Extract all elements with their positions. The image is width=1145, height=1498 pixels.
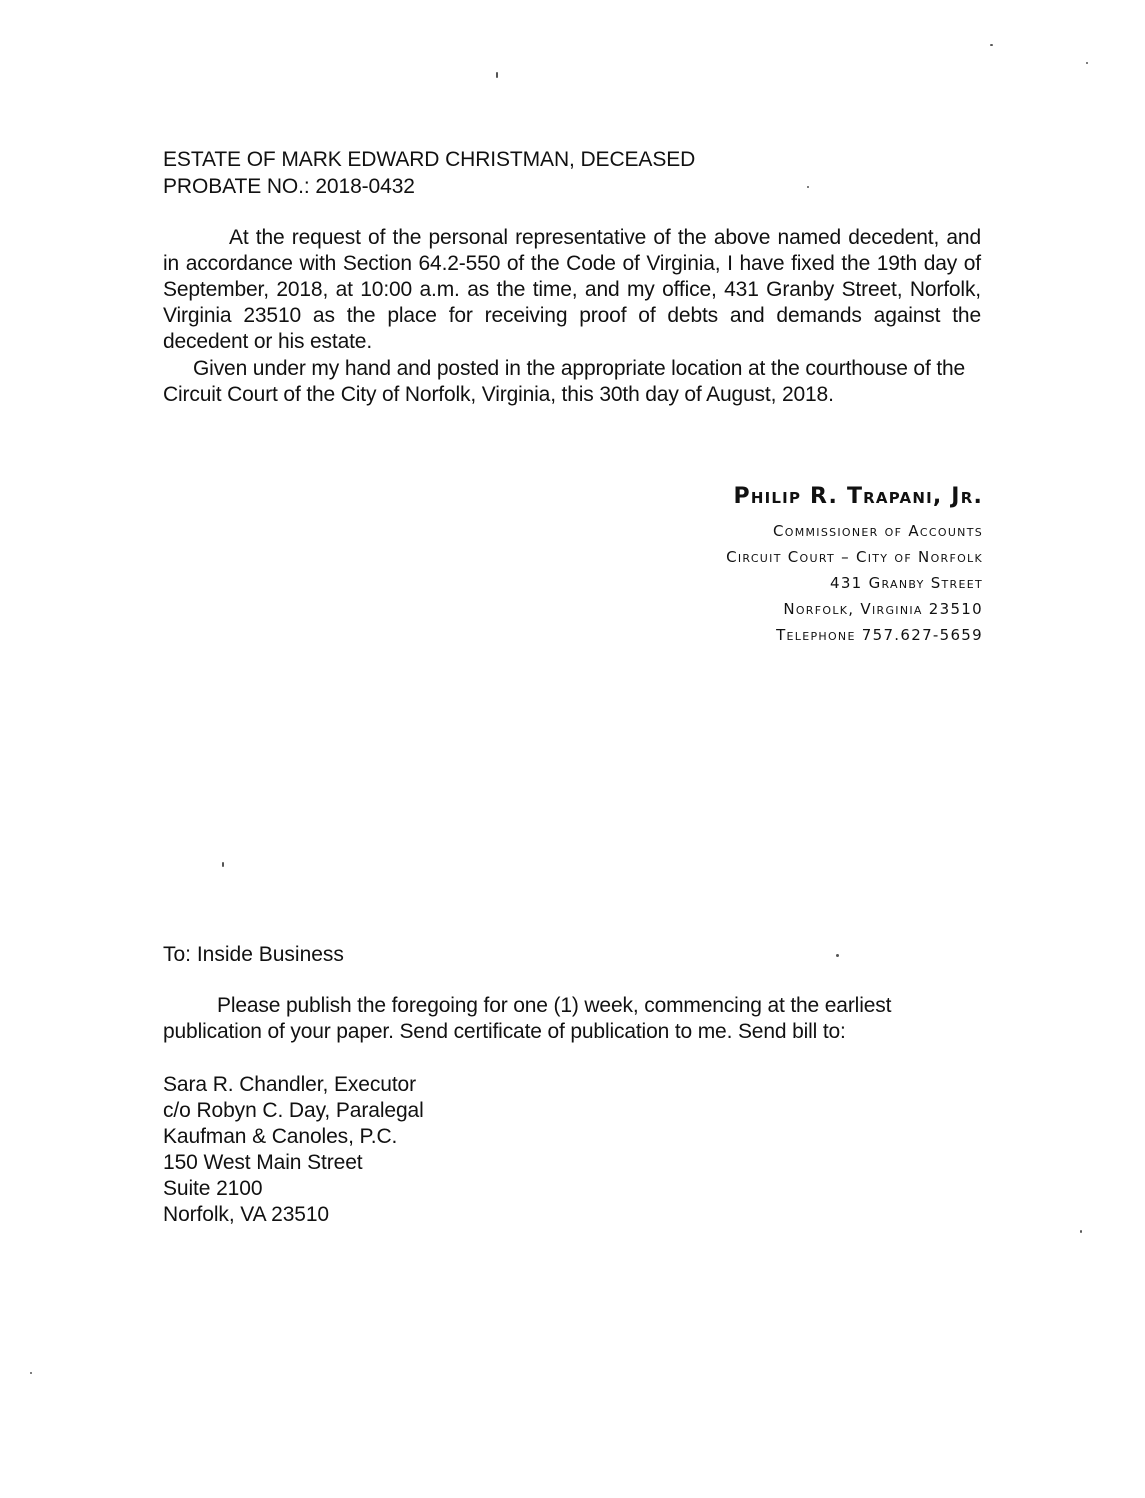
signer-title: Commissioner of Accounts [772,522,983,540]
scan-speck [496,72,498,78]
scan-speck [807,186,809,188]
estate-title: ESTATE OF MARK EDWARD CHRISTMAN, DECEASED [163,148,696,171]
publication-instructions [163,993,983,1045]
bill-to-line: Norfolk, VA 23510 [163,1203,330,1226]
notice-paragraph-1 [163,225,981,355]
signer-name: Philip R. Trapani, Jr. [733,484,983,509]
document-heading [163,146,695,200]
signer-street: 431 Granby Street [829,574,983,592]
signature-block [726,480,983,648]
notice-paragraph-2-text: Given under my hand and posted in the appropriate location at the courthouse of the Circuit Court of the City of Norfolk, Virginia, this 30th day of August, 2018. [163,357,966,406]
bill-to-line: Sara R. Chandler, Executor [163,1073,417,1096]
scan-speck [1080,1230,1082,1233]
signer-telephone: Telephone 757.627-5659 [776,626,983,644]
publication-instructions-text: Please publish the foregoing for one (1) week, commencing at the earliest publication of your paper. Send certificate of publication to me. Send bill to: [163,994,892,1043]
notice-paragraph-2 [163,356,981,408]
bill-to-line: Kaufman & Canoles, P.C. [163,1125,398,1148]
bill-to-line: 150 West Main Street [163,1151,363,1174]
signer-city: Norfolk, Virginia 23510 [783,600,983,618]
bill-to-line: Suite 2100 [163,1177,263,1200]
probate-number: PROBATE NO.: 2018-0432 [163,175,415,198]
scan-speck [1086,62,1088,64]
scan-speck [836,954,839,957]
scan-speck [222,862,224,867]
bill-to-address [163,1072,424,1228]
scan-speck [30,1372,32,1374]
recipient-line: To: Inside Business [163,943,344,966]
scan-speck [990,44,993,46]
signer-court: Circuit Court – City of Norfolk [726,548,983,566]
notice-paragraph-1-text: At the request of the personal representative of the above named decedent, and in accordance with Section 64.2-550 of the Code of Virginia, I have fixed the 19th day of September, 2018, at 10:00 a.m. as the time, and my office, 431 Granby Street, Norfolk, Virginia 23510 as the place for receiving proof of debts and demands against the decedent or his estate. [163,226,981,353]
bill-to-line: c/o Robyn C. Day, Paralegal [163,1099,424,1122]
